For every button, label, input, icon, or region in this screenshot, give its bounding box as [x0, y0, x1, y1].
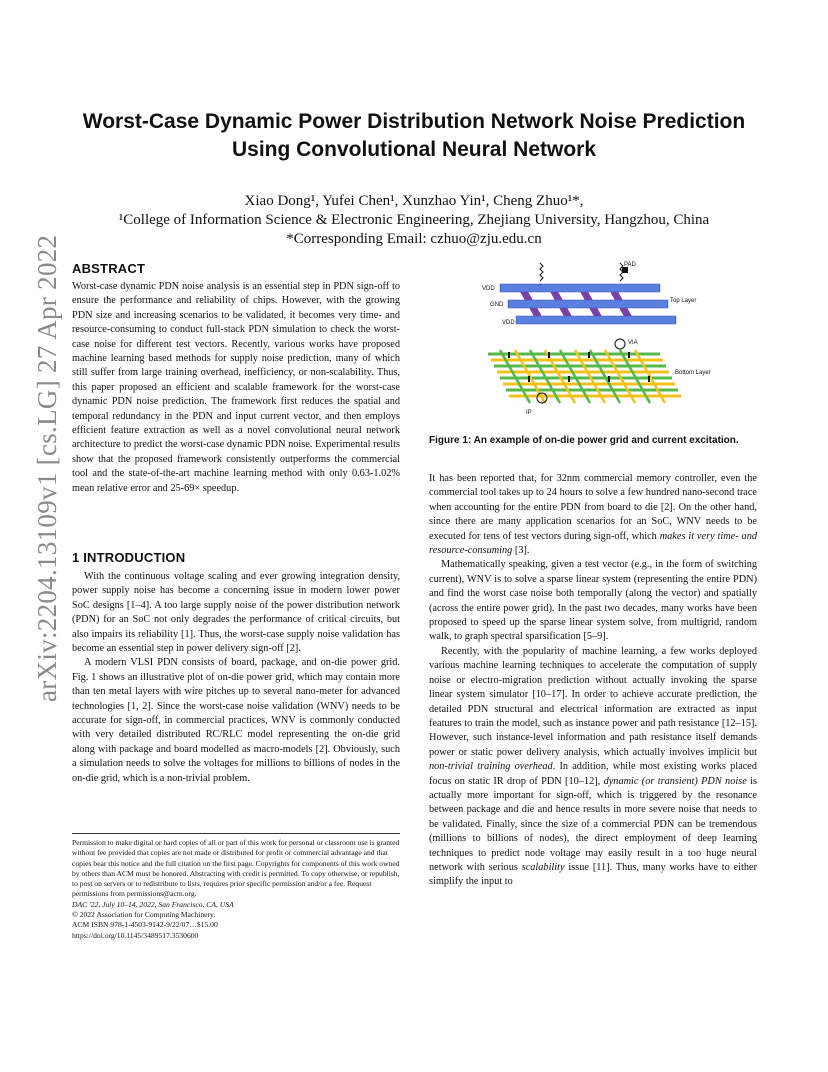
right-paragraph-3: Recently, with the popularity of machine learning, a few works deployed various machine learning techniques to accelerate the computation of supply noise or electro-migration prediction without actually invoking the sparse linear system simulator [10–17]. In order to achieve accurate prediction, the detailed PDN structural and electrical information are extracted as input features to train the model, such as instance power and path resistance [12–15]. However, such instance-level information and path resistance itself demands power or static power delivery analysis, which actually involves implicit but non-trivial training overhead. In addition, while most existing works placed focus on static IR drop of PDN [10–12], dynamic (or transient) PDN noise is actually more important for sign-off, which is triggered by the resonance between package and die and hence results in more severe noise that needs to be validated. Finally, since the size of a commercial PDN can be tremendous (millions to billions of nodes), the direct employment of deep learning techniques to predict node voltage may easily result in a too huge neural network with serious scalability issue [11]. Thus, many works have to either simplify the input to — [429, 645, 757, 888]
intro-paragraph-1: With the continuous voltage scaling and ever growing integration density, power supply noise has become a concerning issue in modern lower power SoC designs [1–4]. A too large supply noise of the power distribution network (PDN) for an SoC not only degrades the performance of critical circuits, but also impairs its reliability [1]. Thus, the worst-case supply noise validation has become an essential step in power delivery sign-off [2]. — [72, 571, 400, 655]
via-label: VIA — [628, 340, 638, 346]
right-paragraph-2: Mathematically speaking, given a test vector (e.g., in the form of switching current), WNV is to solve a sparse linear system (representing the entire PDN) and find the worst case noise both temporally (along the vector) and spatially (across the entire power grid). In the past two decades, many works have been proposed to speed up the sparse linear system solve, from multigrid, random walk, to graph spectral sparsification [5–9]. — [429, 559, 757, 643]
abstract-text: Worst-case dynamic PDN noise analysis is an essential step in PDN sign-off to ensure the performance and reliability of chips. However, with the growing PDN size and increasing scenarios to be validated, it becomes very time- and resource-consuming to conduct full-stack PDN simulation to check the worst-case noise for different test vectors. Recently, various works have proposed machine learning based methods for supply noise prediction, many of which still suffer from large training overhead, inefficiency, or non-scalability. Thus, this paper proposed an efficient and scalable framework for the worst-case dynamic PDN noise prediction. The framework first reduces the spatial and temporal redundancy in the PDN and input current vector, and then employs efficient feature extraction as well as a novel convolutional neural network architecture to predict the worst-case dynamic PDN noise. Experimental results show that the proposed framework consistently outperforms the commercial tool and the state-of-the-art machine learning method with only 0.63-1.02% mean relative error and 25-69× speedup. — [72, 281, 400, 494]
doi-line: https://doi.org/10.1145/3489517.3530600 — [72, 930, 199, 940]
abstract-body — [72, 280, 400, 496]
top-layer-grid — [500, 263, 676, 324]
top-layer-label: Top Layer — [670, 298, 697, 304]
vdd-label-2: VDD — [502, 320, 515, 326]
introduction-body — [72, 570, 400, 786]
pad-label: PAD — [624, 262, 636, 268]
introduction-heading: 1 INTRODUCTION — [72, 550, 186, 565]
arxiv-identifier: arXiv:2204.13109v1 [cs.LG] 27 Apr 2022 — [32, 234, 62, 702]
figure-caption: Figure 1: An example of on-die power grid and current excitation. — [429, 435, 739, 446]
bottom-layer-mesh — [488, 350, 681, 403]
copyright-line: © 2022 Association for Computing Machinery. — [72, 910, 216, 920]
author-block — [0, 192, 828, 249]
gnd-label: GND — [490, 302, 504, 308]
affiliation: ¹College of Information Science & Electronic Engineering, Zhejiang University, Hangzhou, China — [118, 212, 710, 228]
intro-paragraph-2: A modern VLSI PDN consists of board, package, and on-die power grid. Fig. 1 shows an illustrative plot of on-die power grid, which may contain more than ten metal layers with wire pitches up to several nano-meter for advanced technologies [1, 2]. Since the worst-case noise validation (WNV) needs to be accurate for sign-off, in commercial practices, WNV is commonly conducted with very detailed distributed RC/RLC model representing the on-die grid along with package and board modelled as macro-models [2]. Obviously, such a simulation needs to solve the voltages for millions to billions of nodes in the on-die grid, which is a non-trivial problem. — [72, 657, 400, 784]
right-column-body — [429, 472, 757, 890]
ip-label: IP — [526, 410, 532, 416]
conference-info: DAC '22, July 10–14, 2022, San Francisco, CA, USA — [72, 899, 234, 909]
footnote-divider — [72, 833, 400, 834]
permission-footnote — [72, 838, 400, 941]
vdd-label-1: VDD — [482, 286, 495, 292]
power-grid-figure — [470, 258, 730, 438]
abstract-heading: ABSTRACT — [72, 261, 146, 276]
bottom-layer-label: Bottom Layer — [675, 370, 711, 376]
permission-text: Permission to make digital or hard copies of all or part of this work for personal or classroom use is granted without fee provided that copies are not made or distributed for profit or commercial advantage and that copies bear this notice and the full citation on the first page. Copyrights for components of this work owned by others than ACM must be honored. Abstracting with credit is permitted. To copy otherwise, or republish, to post on servers or to redistribute to lists, requires prior specific permission and/or a fee. Request permissions from permissions@acm.org. — [72, 838, 400, 899]
paper-title: Worst-Case Dynamic Power Distribution Network Noise Prediction Using Convolutional Neural Network — [82, 110, 746, 161]
corresponding-email: *Corresponding Email: czhuo@zju.edu.cn — [286, 231, 542, 247]
right-paragraph-1: It has been reported that, for 32nm commercial memory controller, even the commercial tool takes up to 24 hours to solve a few hundred nano-second trace when accounting for the entire PDN from board to die [2]. On the other hand, since there are many application scenarios for an SoC, WNV needs to be executed for tens of test vectors during sign-off, which makes it very time- and resource-consuming [3]. — [429, 473, 757, 557]
authors-line: Xiao Dong¹, Yufei Chen¹, Xunzhao Yin¹, Cheng Zhuo¹*, — [244, 193, 584, 209]
isbn-line: ACM ISBN 978-1-4503-9142-9/22/07…$15.00 — [72, 920, 218, 930]
